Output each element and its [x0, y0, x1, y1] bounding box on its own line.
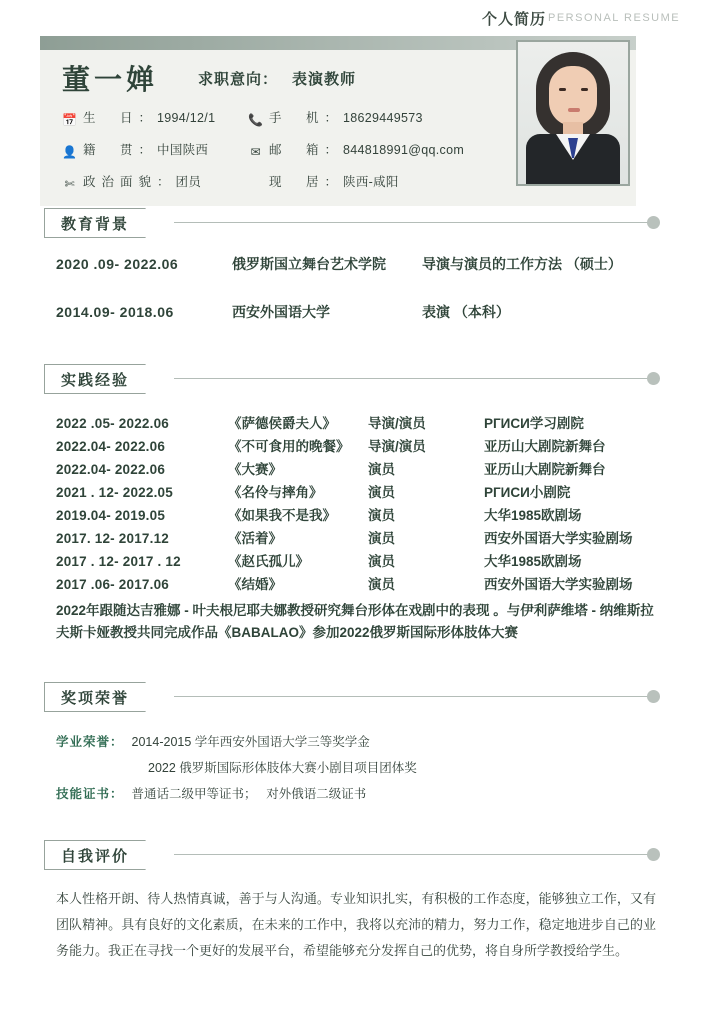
field-residence	[248, 172, 399, 191]
award-label: 学业荣誉：	[56, 735, 124, 749]
experience-role: 导演/演员	[368, 416, 426, 431]
experience-row	[56, 481, 570, 501]
experience-title: 《大赛》	[228, 462, 282, 477]
award-row	[56, 732, 370, 750]
award-label: 技能证书：	[56, 787, 124, 801]
education-major: 导演与演员的工作方法 （硕士）	[422, 256, 622, 272]
section-title-self-evaluation: 自我评价	[44, 840, 146, 870]
award-row	[140, 758, 417, 776]
education-major: 表演 （本科）	[422, 304, 510, 320]
avatar	[516, 40, 630, 186]
award-row	[56, 784, 366, 802]
experience-title: 《不可食用的晚餐》	[228, 439, 350, 454]
field-phone-value: 18629449573	[343, 111, 423, 125]
field-email-value: 844818991@qq.com	[343, 143, 465, 157]
section-dot-education	[647, 216, 660, 229]
section-title-education: 教育背景	[44, 208, 146, 238]
section-header-self-evaluation	[44, 840, 660, 870]
experience-title: 《名伶与摔角》	[228, 485, 323, 500]
home-icon	[248, 177, 263, 191]
experience-row	[56, 527, 633, 547]
job-intent-label: 求职意向：	[198, 71, 279, 88]
resume-mark-cn: 个人简历	[482, 11, 547, 28]
experience-date: 2022.04- 2022.06	[56, 439, 166, 454]
section-dot-awards	[647, 690, 660, 703]
calendar-icon: 📅	[62, 113, 77, 127]
section-header-experience	[44, 364, 660, 394]
experience-date: 2017 . 12- 2017 . 12	[56, 554, 181, 569]
avatar-eye-right	[581, 88, 588, 91]
candidate-name: 董一婵	[62, 64, 159, 95]
experience-row	[56, 412, 584, 432]
education-date: 2020 .09- 2022.06	[56, 256, 179, 272]
experience-date: 2017 .06- 2017.06	[56, 577, 169, 592]
experience-role: 演员	[368, 577, 395, 592]
self-evaluation-text: 本人性格开朗、待人热情真诚，善于与人沟通。专业知识扎实，有积极的工作态度，能够独立工作，又有团队精神。具有良好的文化素质，在未来的工作中，我将以充沛的精力，努力工作，稳定地进步自己的业务能力。我正在寻找一个更好的发展平台，希望能够充分发挥自己的优势，将自身所学教授给学生。	[56, 891, 656, 958]
experience-row	[56, 573, 633, 593]
experience-place: 大华1985欧剧场	[484, 508, 582, 523]
avatar-eye-left	[559, 88, 566, 91]
section-dot-self-evaluation	[647, 848, 660, 861]
resume-mark-en: PERSONAL RESUME	[548, 12, 681, 24]
mail-icon: ✉	[250, 145, 261, 159]
section-line-experience	[174, 378, 650, 379]
avatar-mouth	[568, 108, 580, 112]
experience-row	[56, 458, 606, 478]
experience-place: 亚历山大剧院新舞台	[484, 462, 606, 477]
experience-place: РГИСИ小剧院	[484, 485, 571, 500]
experience-date: 2019.04- 2019.05	[56, 508, 166, 523]
field-birthday-label: 生 日：	[83, 111, 158, 125]
section-line-awards	[174, 696, 650, 697]
phone-icon: 📞	[248, 113, 263, 127]
experience-role: 演员	[368, 462, 395, 477]
experience-role: 演员	[368, 531, 395, 546]
education-school: 俄罗斯国立舞台艺术学院	[232, 256, 386, 272]
person-card-icon: 👤	[62, 145, 77, 159]
experience-role: 演员	[368, 485, 395, 500]
section-title-experience: 实践经验	[44, 364, 146, 394]
flag-icon: ✄	[64, 177, 75, 191]
field-political-status-label: 政治面貌：	[83, 175, 176, 189]
field-native-place-label: 籍 贯：	[83, 143, 158, 157]
field-residence-label: 现 居：	[269, 175, 344, 189]
experience-title: 《活着》	[228, 531, 282, 546]
section-line-education	[174, 222, 650, 223]
experience-place: РГИСИ学习剧院	[484, 416, 584, 431]
award-value: 2022 俄罗斯国际形体肢体大赛小剧目项目团体奖	[148, 761, 417, 775]
experience-place: 亚历山大剧院新舞台	[484, 439, 606, 454]
field-phone-label: 手 机：	[269, 111, 344, 125]
field-email-label: 邮 箱：	[269, 143, 344, 157]
section-title-awards: 奖项荣誉	[44, 682, 146, 712]
experience-title: 《萨德侯爵夫人》	[228, 416, 336, 431]
job-intent-value: 表演教师	[292, 71, 357, 88]
experience-role: 演员	[368, 554, 395, 569]
award-value: 2014-2015 学年西安外国语大学三等奖学金	[131, 735, 370, 749]
award-value: 普通话二级甲等证书； 对外俄语二级证书	[131, 787, 367, 801]
section-header-education	[44, 208, 660, 238]
field-political-status-value: 团员	[175, 175, 202, 189]
field-birthday-value: 1994/12/1	[157, 111, 216, 125]
experience-row	[56, 435, 606, 455]
education-row	[56, 302, 510, 322]
experience-place: 西安外国语大学实验剧场	[484, 577, 633, 592]
experience-date: 2021 . 12- 2022.05	[56, 485, 173, 500]
section-line-self-evaluation	[174, 854, 650, 855]
field-birthday	[62, 108, 215, 127]
experience-row	[56, 550, 582, 570]
experience-role: 导演/演员	[368, 439, 426, 454]
field-political-status	[62, 172, 201, 191]
field-native-place-value: 中国陕西	[157, 143, 209, 157]
education-row	[56, 254, 622, 274]
experience-note: 2022年跟随达吉雅娜 - 叶夫根尼耶夫娜教授研究舞台形体在戏剧中的表现 。与伊利萨维塔 - 纳维斯拉夫斯卡娅教授共同完成作品《BABALAO》参加2022俄罗斯国际形体肢体大赛	[56, 603, 654, 640]
experience-title: 《结婚》	[228, 577, 282, 592]
section-dot-experience	[647, 372, 660, 385]
section-header-awards	[44, 682, 660, 712]
experience-row	[56, 504, 582, 524]
field-email	[248, 140, 464, 159]
field-phone	[248, 108, 423, 127]
field-native-place	[62, 140, 208, 159]
experience-date: 2017. 12- 2017.12	[56, 531, 169, 546]
experience-role: 演员	[368, 508, 395, 523]
experience-date: 2022.04- 2022.06	[56, 462, 166, 477]
field-residence-value: 陕西-咸阳	[343, 175, 399, 189]
education-date: 2014.09- 2018.06	[56, 304, 174, 320]
experience-place: 西安外国语大学实验剧场	[484, 531, 633, 546]
experience-title: 《赵氏孤儿》	[228, 554, 309, 569]
avatar-face	[549, 66, 597, 126]
experience-title: 《如果我不是我》	[228, 508, 336, 523]
experience-place: 大华1985欧剧场	[484, 554, 582, 569]
experience-date: 2022 .05- 2022.06	[56, 416, 169, 431]
education-school: 西安外国语大学	[232, 304, 330, 320]
